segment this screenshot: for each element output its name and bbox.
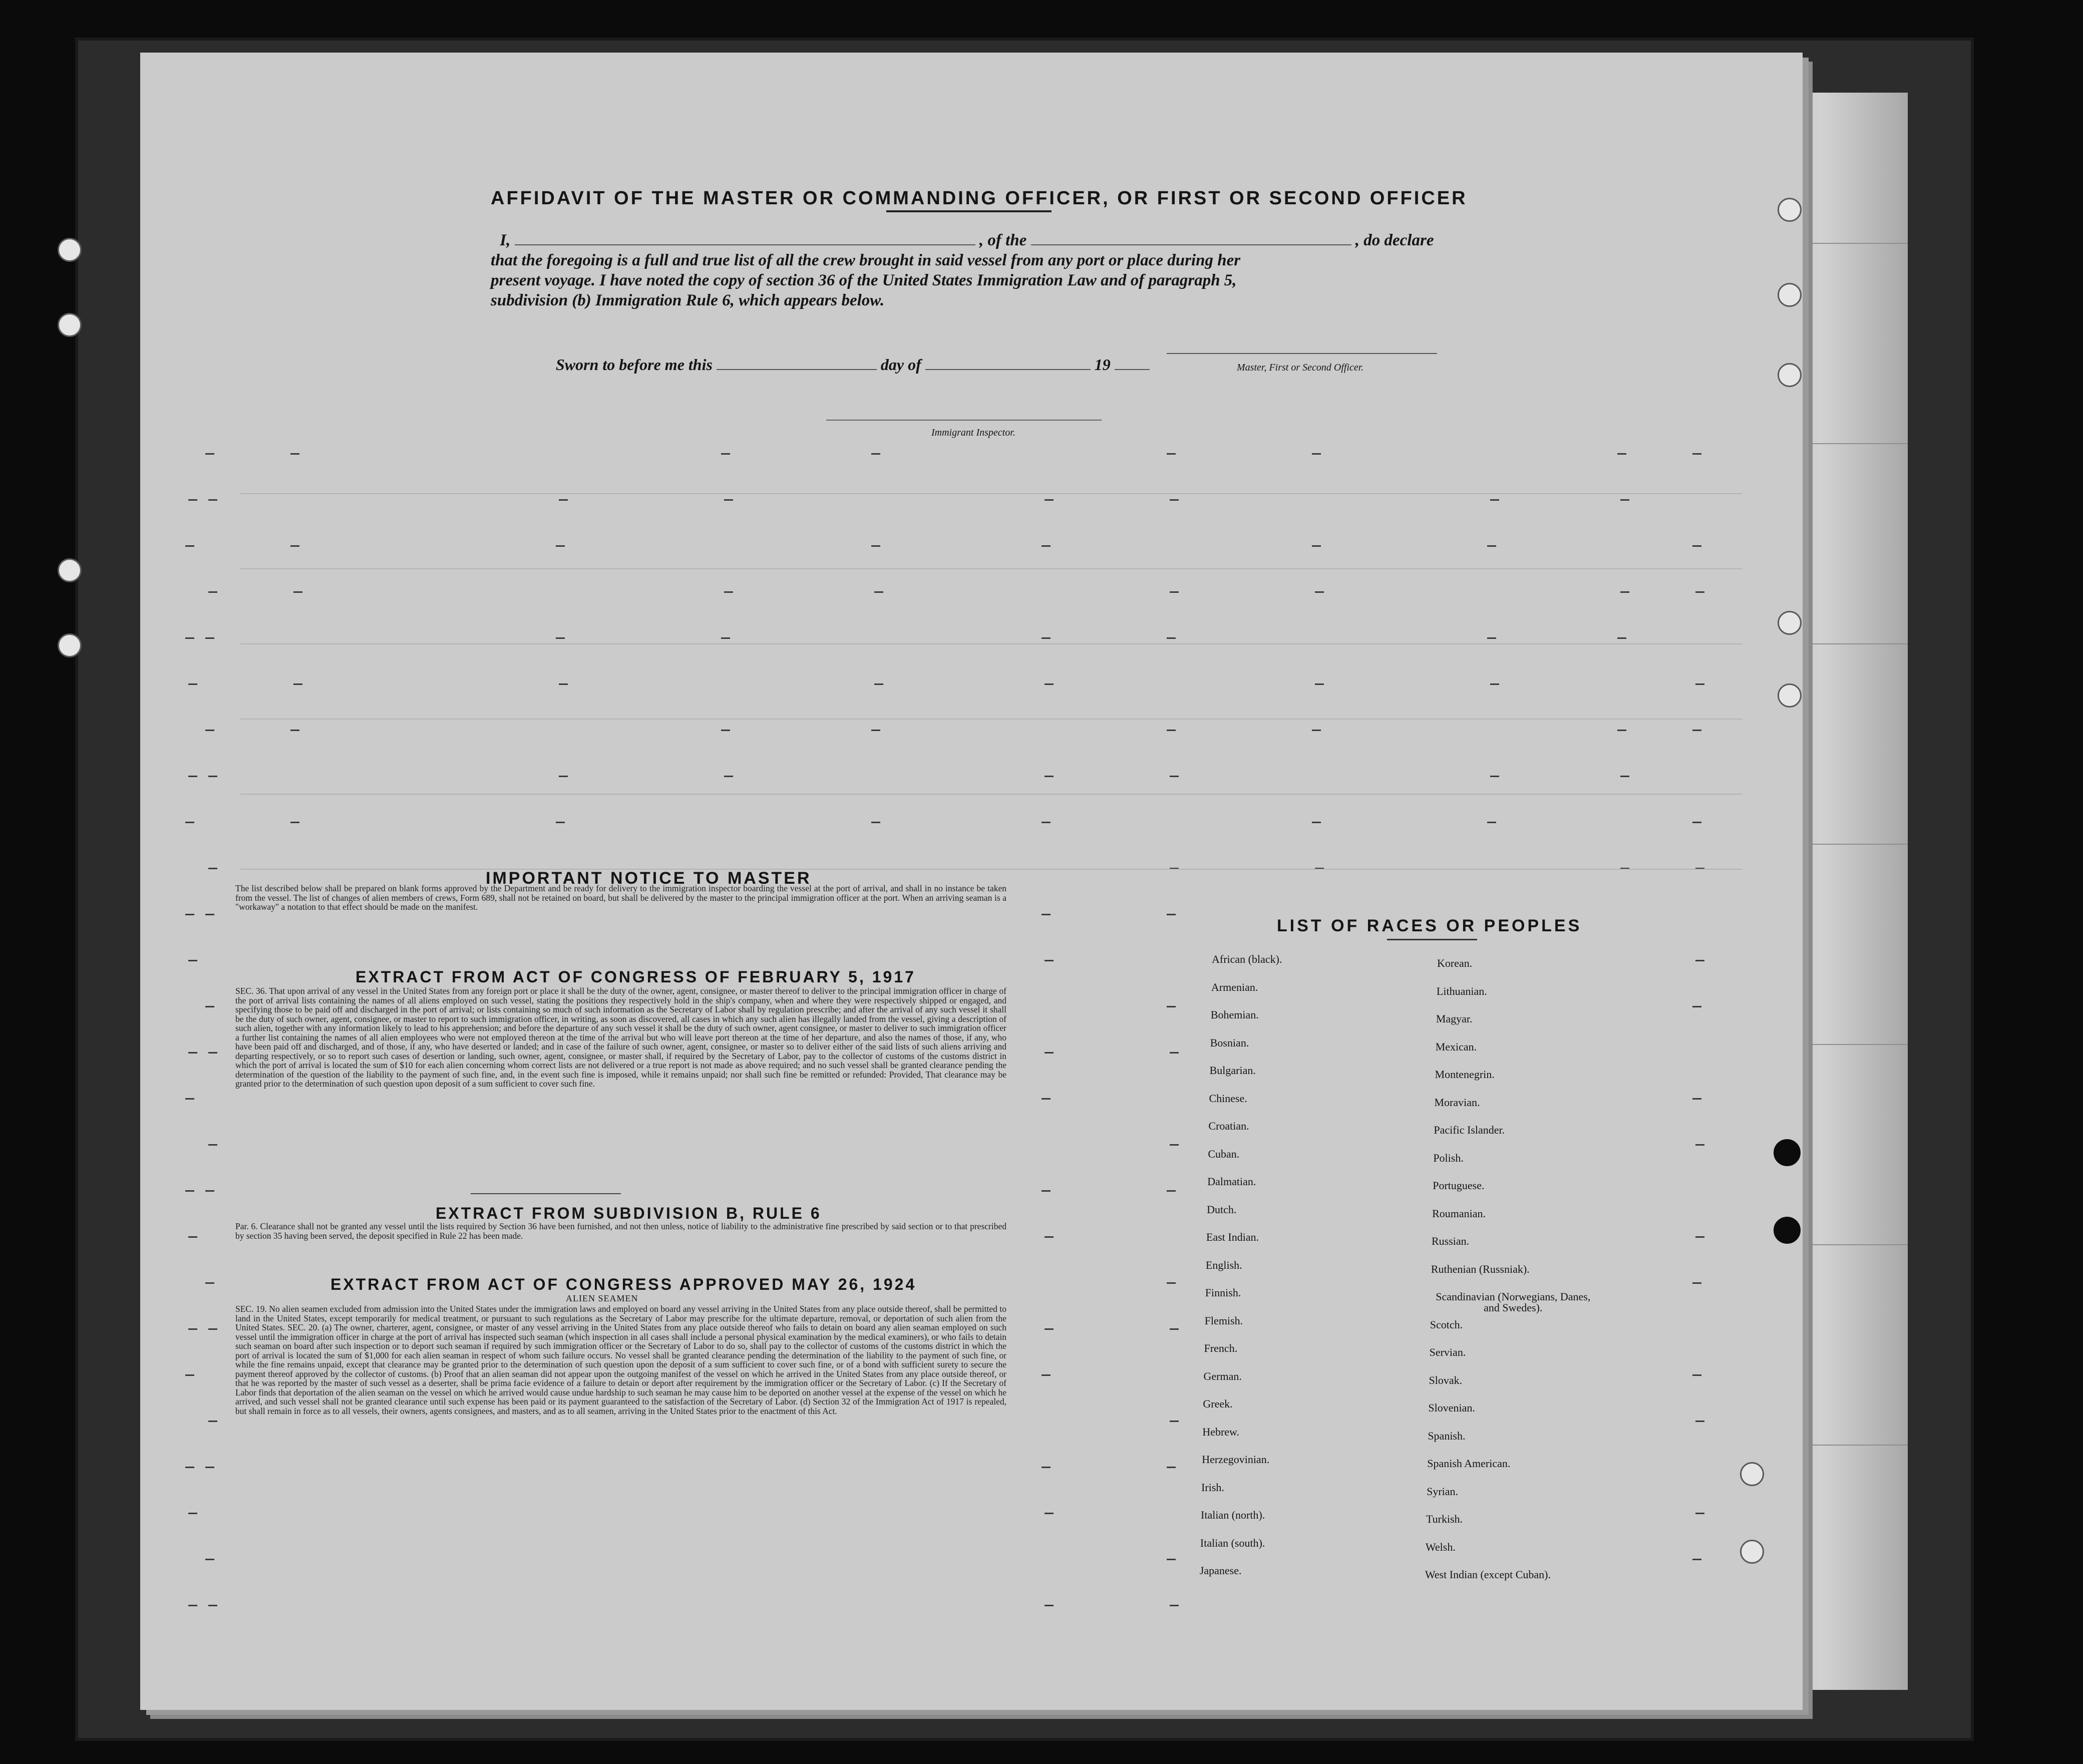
bleed-dash: [874, 683, 883, 685]
race-entry: Herzegovinian.: [1202, 1453, 1270, 1466]
affidavit-i: I,: [500, 231, 511, 249]
affidavit-declare: , do declare: [1355, 231, 1434, 249]
bleed-dash: [1315, 591, 1324, 593]
bleed-dash: [205, 914, 214, 915]
bleed-dash: [188, 683, 197, 685]
bleed-dash: [1170, 776, 1179, 777]
bleed-line: [240, 643, 1743, 644]
bleed-dash: [871, 730, 880, 731]
race-entry: Scotch.: [1430, 1318, 1463, 1331]
bleed-dash: [1045, 1236, 1054, 1238]
race-entry: Turkish.: [1426, 1513, 1463, 1525]
race-entry: Bosnian.: [1210, 1036, 1249, 1049]
bleed-dash: [205, 1006, 214, 1007]
bleed-dash: [290, 730, 299, 731]
races-right-column: [1425, 957, 1672, 1649]
bleed-dash: [1692, 1282, 1701, 1284]
bleed-dash: [293, 591, 302, 593]
race-entry: Spanish American.: [1427, 1457, 1511, 1470]
bleed-dash: [1692, 1006, 1701, 1007]
bleed-dash: [1620, 591, 1629, 593]
race-entry: Russian.: [1432, 1235, 1470, 1247]
bleed-dash: [1692, 822, 1701, 823]
rule-6-body: Par. 6. Clearance shall not be granted any vessel until the lists required by Section 36 have been furnished, and not then unless, notice of liability to the administrative fine prescribed by said section or to that prescribed by section 35 having been served, the deposit specified in Rule 22 has been made.: [235, 1221, 1006, 1241]
bleed-dash: [1045, 1513, 1054, 1514]
bleed-dash: [208, 1052, 217, 1053]
bleed-dash: [1042, 1467, 1051, 1468]
bleed-dash: [185, 1467, 194, 1468]
bleed-dash: [188, 1513, 197, 1514]
bleed-dash: [1167, 1282, 1176, 1284]
bleed-dash: [208, 1605, 217, 1606]
race-entry: Roumanian.: [1432, 1207, 1486, 1220]
race-entry: Polish.: [1433, 1151, 1464, 1164]
race-entry: Montenegrin.: [1435, 1068, 1495, 1081]
bleed-dash: [1167, 637, 1176, 639]
bleed-dash: [1042, 545, 1051, 547]
bleed-dash: [1045, 683, 1054, 685]
sworn-prefix: Sworn to before me this: [556, 356, 713, 374]
master-signature-label: Master, First or Second Officer.: [1237, 362, 1364, 373]
sworn-day-of: day of: [880, 356, 921, 374]
bleed-dash: [556, 637, 565, 639]
bleed-dash: [556, 545, 565, 547]
affidavit-line-3: present voyage. I have noted the copy of section 36 of the United States Immigration Law and of paragraph 5,: [491, 271, 1237, 289]
race-entry: Finnish.: [1205, 1286, 1241, 1299]
notice-title: IMPORTANT NOTICE TO MASTER: [486, 869, 812, 888]
bleed-dash: [208, 868, 217, 869]
bleed-dash: [1487, 545, 1496, 547]
notice-body: The list described below shall be prepared on blank forms approved by the Department and be ready for delivery to the immigration inspector boarding the vessel at the port of arrival, and shall in no instance be taken from the vessel. The list of changes of alien members of crews, Form 689, shall not be retained on board, but shall be delivered by the master to the principal immigration officer at the port. When an arriving seaman is a "workaway" a notation to that effect should be made on the manifest.: [235, 883, 1006, 912]
bleed-dash: [1170, 1052, 1179, 1053]
bleed-dash: [208, 499, 217, 501]
bleed-dash: [1617, 453, 1626, 455]
bleed-dash: [205, 637, 214, 639]
bleed-dash: [1620, 776, 1629, 777]
bleed-dash: [1167, 1190, 1176, 1192]
bleed-dash: [1620, 499, 1629, 501]
race-entry: Mexican.: [1435, 1040, 1477, 1053]
bleed-dash: [1042, 822, 1051, 823]
bleed-dash: [559, 683, 568, 685]
race-entry: Japanese.: [1199, 1564, 1242, 1577]
bleed-dash: [1042, 637, 1051, 639]
act-1924-title: EXTRACT FROM ACT OF CONGRESS APPROVED MAY 26, 1924: [330, 1275, 917, 1293]
manifest-page: [140, 53, 1803, 1710]
act-1924-body: SEC. 19. No alien seamen excluded from admission into the United States under the immigration laws and employed on board any vessel arriving in the United States from any place outside thereof, shall be permitted to land in the United States, except temporarily for medical treatment, or pursuant to such regulations as the Secretary of Labor may prescribe for the ultimate departure, removal, or deportation of such alien from the United States. SEC. 20. (a) The owner, charterer, agent, consignee, or master of any vessel arriving in the United States from any place outside thereof who fails to detain on board any alien seaman employed on such vessel until the immigration officer in charge at the port of arrival has inspected such seaman (which inspection in all cases shall include a personal physical examination by the medical examiners), or who fails to detain such seaman on board after such inspection or to deport such seaman if required by such immigration officer or the Secretary of Labor to do so, shall pay to the collector of customs of the customs district in which the port of arrival is located the sum of $1,000 for each alien seaman in respect of whom such failure occurs. No vessel shall be granted clearance pending the determination of the liability to the payment of such fine, or while the fine remains unpaid, except that clearance may be granted prior to the determination of such question upon the deposit of a sum sufficient to cover such fine, or of a bond with sufficient surety to secure the payment thereof approved by the collector of customs. (b) Proof that an alien seaman did not appear upon the outgoing manifest of the vessel on which he arrived in the United States from any place outside thereof, or that he was reported by the master of such vessel as a deserter, shall be prima facie evidence of a failure to detain or deport after requirement by the immigration officer or the Secretary of Labor. (c) If the Secretary of Labor finds that deportation of the alien seaman on the vessel on which he arrived would cause undue hardship to such seaman he may cause him to be deported on another vessel at the expense of the vessel on which he arrived, and such vessel shall not be granted clearance until such expense has been paid or its payment guaranteed to the satisfaction of the Secretary of Labor. (d) Section 32 of the Immigration Act of 1917 is repealed, but shall remain in force as to all vessels, their owners, agents consignees, and masters, and as to all seamen, arriving in the United States prior to the enactment of this Act.: [235, 1304, 1006, 1416]
bleed-dash: [208, 1144, 217, 1146]
bleed-dash: [1167, 1467, 1176, 1468]
bleed-dash: [559, 776, 568, 777]
race-entry: Scandinavian (Norwegians, Danes, and Swedes).: [1436, 1290, 1591, 1314]
race-entry: Portuguese.: [1433, 1179, 1485, 1192]
bleed-dash: [1617, 730, 1626, 731]
bleed-dash: [1312, 822, 1321, 823]
bleed-dash: [1692, 545, 1701, 547]
race-entry: Dutch.: [1207, 1203, 1237, 1216]
bleed-dash: [1045, 1052, 1054, 1053]
race-entry: Spanish.: [1428, 1429, 1466, 1442]
race-entry: Chinese.: [1209, 1092, 1247, 1105]
race-entry: German.: [1203, 1369, 1242, 1382]
race-entry: Welsh.: [1425, 1540, 1456, 1553]
bleed-dash: [188, 1236, 197, 1238]
race-entry: Ruthenian (Russniak).: [1431, 1262, 1530, 1275]
affidavit-title: AFFIDAVIT OF THE MASTER OR COMMANDING OFFICER, OR FIRST OR SECOND OFFICER: [491, 188, 1468, 209]
bleed-line: [240, 493, 1743, 494]
race-entry: African (black).: [1212, 953, 1282, 965]
bleed-dash: [208, 591, 217, 593]
bleed-line: [240, 568, 1743, 569]
bleed-dash: [1695, 1236, 1704, 1238]
race-entry: Greek.: [1203, 1397, 1233, 1410]
affidavit-of-the: , of the: [979, 231, 1027, 249]
bleed-line: [240, 719, 1743, 720]
alien-seamen-subtitle: ALIEN SEAMEN: [566, 1293, 638, 1303]
race-entry: East Indian.: [1206, 1231, 1259, 1243]
bleed-dash: [1042, 1374, 1051, 1376]
bleed-dash: [721, 453, 730, 455]
bleed-dash: [871, 545, 880, 547]
race-entry: Magyar.: [1436, 1012, 1473, 1025]
race-entry: West Indian (except Cuban).: [1425, 1568, 1551, 1581]
bleed-dash: [721, 730, 730, 731]
act-1917-title: EXTRACT FROM ACT OF CONGRESS OF FEBRUARY 5, 1917: [356, 968, 916, 986]
bleed-dash: [871, 822, 880, 823]
sworn-year: 19: [1094, 356, 1111, 374]
bleed-dash: [1695, 1144, 1704, 1146]
bleed-dash: [724, 776, 733, 777]
race-entry: Slovenian.: [1428, 1401, 1475, 1414]
bleed-dash: [290, 453, 299, 455]
bleed-dash: [871, 453, 880, 455]
bleed-dash: [185, 637, 194, 639]
bleed-dash: [1045, 960, 1054, 961]
bleed-dash: [1695, 683, 1704, 685]
race-entry: Dalmatian.: [1207, 1175, 1256, 1188]
bleed-dash: [1487, 637, 1496, 639]
affidavit-line-2: that the foregoing is a full and true list of all the crew brought in said vessel from any port or place during her: [491, 251, 1241, 269]
binder-hole: [58, 558, 82, 582]
race-entry: Lithuanian.: [1436, 984, 1487, 997]
bleed-dash: [188, 1052, 197, 1053]
bleed-dash: [1490, 776, 1499, 777]
bleed-dash: [290, 822, 299, 823]
bleed-dash: [188, 1605, 197, 1606]
race-entry: Flemish.: [1204, 1314, 1243, 1327]
race-entry: Pacific Islander.: [1434, 1124, 1505, 1136]
bleed-dash: [205, 1190, 214, 1192]
races-title: LIST OF RACES OR PEOPLES: [1277, 916, 1582, 935]
race-entry: Irish.: [1201, 1481, 1224, 1494]
bleed-dash: [556, 822, 565, 823]
bleed-dash: [188, 499, 197, 501]
bleed-dash: [1315, 683, 1324, 685]
bleed-dash: [724, 591, 733, 593]
bleed-dash: [185, 1190, 194, 1192]
bleed-dash: [1167, 730, 1176, 731]
bleed-dash: [1692, 1559, 1701, 1560]
bleed-dash: [1042, 914, 1051, 915]
bleed-dash: [1695, 960, 1704, 961]
bleed-dash: [188, 1328, 197, 1330]
bleed-dash: [1487, 822, 1496, 823]
bleed-dash: [1617, 637, 1626, 639]
bleed-dash: [1167, 1006, 1176, 1007]
race-entry: Servian.: [1429, 1346, 1466, 1358]
bleed-dash: [188, 960, 197, 961]
bleed-dash: [1170, 591, 1179, 593]
race-entry: Moravian.: [1434, 1096, 1480, 1109]
bleed-dash: [185, 545, 194, 547]
bleed-dash: [1312, 730, 1321, 731]
bleed-dash: [1312, 453, 1321, 455]
bleed-dash: [293, 683, 302, 685]
bleed-dash: [1692, 730, 1701, 731]
bleed-dash: [1045, 1605, 1054, 1606]
bleed-dash: [1170, 1144, 1179, 1146]
race-entry: Hebrew.: [1202, 1425, 1240, 1438]
bleed-dash: [1170, 1328, 1179, 1330]
bleed-dash: [185, 914, 194, 915]
bleed-dash: [185, 822, 194, 823]
bleed-dash: [205, 1559, 214, 1560]
bleed-dash: [1692, 453, 1701, 455]
bleed-dash: [1167, 453, 1176, 455]
bleed-dash: [205, 730, 214, 731]
bleed-dash: [1692, 1374, 1701, 1376]
race-entry: Croatian.: [1208, 1120, 1249, 1132]
race-entry: French.: [1204, 1342, 1238, 1354]
binder-hole: [58, 633, 82, 657]
bleed-dash: [1045, 1328, 1054, 1330]
race-entry: Armenian.: [1211, 980, 1258, 993]
inspector-signature-label: Immigrant Inspector.: [931, 427, 1015, 438]
bleed-dash: [1695, 591, 1704, 593]
bleed-dash: [208, 776, 217, 777]
bleed-dash: [1170, 1421, 1179, 1422]
bleed-dash: [559, 499, 568, 501]
act-1917-body: SEC. 36. That upon arrival of any vessel in the United States from any foreign port or place it shall be the duty of the owner, agent, consignee, or master thereof to deliver to the principal immigration officer in charge of the port of arrival lists containing the names of all aliens employed on such vessel, stating the positions they respectively hold in the ship's company, when and where they were respectively shipped or engaged, and specifying those to be paid off and discharged in the port of arrival; or lists containing so much of such information as the Secretary of Labor shall by regulation prescribe; and after the arrival of any such vessel it shall be the duty of such owner, agent, consignee, or master to report to such immigration officer, in writing, as soon as discovered, all cases in which any such alien has illegally landed from the vessel, giving a description of such alien, together with any information likely to lead to his apprehension; and before the departure of any such vessel it shall be the duty of such owner, agent consignee, or master to deliver to such immigration officer a further list containing the names of all alien employees who were not employed thereon at the time of the arrival but who will leave port thereon at the time of her departure, and also the names of those, if any, who have been paid off and discharged, and of those, if any, who have deserted or landed; and in case of the failure of such owner, agent, consignee, or master so to deliver either of the said lists of such aliens arriving and departing respectively, or so to report such cases of desertion or landing, such owner, agent, consignee, or master shall, if required by the Secretary of Labor, pay to the collector of customs of the customs district in which the port of arrival is located the sum of $10 for each alien concerning whom correct lists are not delivered or a true report is not made as above required; and no such vessel shall be granted clearance pending the determination of the question of the liability to the payment of such fine, and, in the event such fine is imposed, while it remains unpaid; nor shall such fine be remitted or refunded: Provided, That clearance may be granted prior to the determination of such question upon deposit of a sum sufficient to cover such fine.: [235, 986, 1006, 1089]
race-entry: Cuban.: [1208, 1147, 1240, 1160]
bleed-dash: [208, 1328, 217, 1330]
race-entry: Syrian.: [1427, 1485, 1459, 1498]
bleed-dash: [1312, 545, 1321, 547]
binder-hole: [58, 313, 82, 337]
race-entry: Italian (north).: [1201, 1509, 1265, 1521]
bleed-dash: [205, 453, 214, 455]
bleed-dash: [1042, 1098, 1051, 1100]
bleed-dash: [1695, 1513, 1704, 1514]
bleed-dash: [1045, 776, 1054, 777]
bleed-dash: [1045, 499, 1054, 501]
bleed-dash: [1167, 914, 1176, 915]
binder-hole: [58, 238, 82, 262]
bleed-dash: [1490, 499, 1499, 501]
bleed-dash: [205, 1282, 214, 1284]
race-entry: Korean.: [1437, 957, 1473, 969]
rule-6-title: EXTRACT FROM SUBDIVISION B, RULE 6: [436, 1204, 822, 1222]
bleed-dash: [1167, 1559, 1176, 1560]
bleed-dash: [208, 1421, 217, 1422]
bleed-dash: [1490, 683, 1499, 685]
bleed-dash: [205, 1467, 214, 1468]
bleed-line: [240, 794, 1743, 795]
bleed-dash: [185, 1374, 194, 1376]
bleed-dash: [290, 545, 299, 547]
section-divider: [471, 1193, 621, 1194]
race-entry: Italian (south).: [1200, 1536, 1265, 1549]
bleed-line: [240, 869, 1743, 870]
affidavit-line-4: subdivision (b) Immigration Rule 6, which appears below.: [491, 291, 885, 309]
bleed-dash: [1695, 1421, 1704, 1422]
bleed-dash: [1692, 1098, 1701, 1100]
races-title-underline: [1387, 939, 1477, 940]
races-left-column: [1199, 953, 1402, 1645]
race-entry: English.: [1205, 1258, 1242, 1271]
race-entry: Bulgarian.: [1209, 1064, 1256, 1077]
race-entry: Bohemian.: [1210, 1008, 1259, 1021]
bleed-dash: [188, 776, 197, 777]
race-entry: Slovak.: [1429, 1373, 1463, 1386]
bleed-dash: [874, 591, 883, 593]
bleed-dash: [1042, 1190, 1051, 1192]
bleed-dash: [721, 637, 730, 639]
bleed-dash: [185, 1098, 194, 1100]
bleed-dash: [724, 499, 733, 501]
bleed-dash: [1170, 1605, 1179, 1606]
bleed-dash: [1170, 499, 1179, 501]
